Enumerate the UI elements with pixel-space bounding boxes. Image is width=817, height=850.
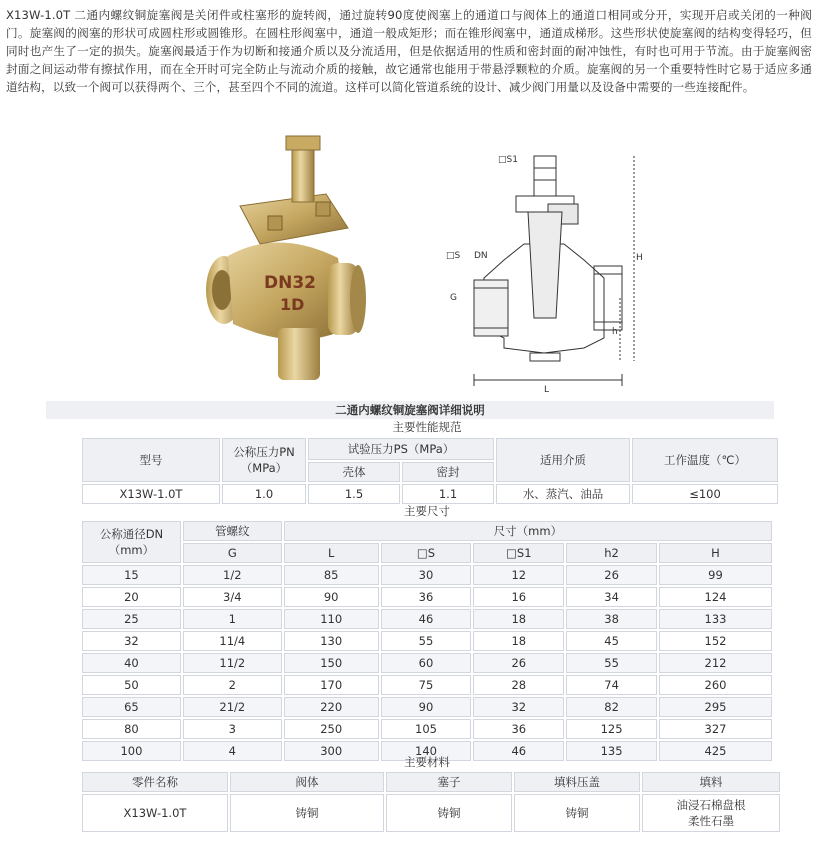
header-model: 型号 [82, 438, 220, 482]
cell-shell: 1.5 [308, 484, 400, 504]
cell-l: 150 [284, 653, 379, 673]
header-shell: 壳体 [308, 462, 400, 482]
cell-model: X13W-1.0T [82, 794, 228, 832]
cell-s: 105 [381, 719, 472, 739]
cell-dn: 40 [82, 653, 181, 673]
cell-H: 99 [659, 565, 772, 585]
section-title-materials: 主要材料 [404, 755, 450, 769]
packing-line-1: 油浸石棉盘根 [676, 798, 746, 812]
cell-g: 1/2 [183, 565, 282, 585]
cell-body: 铸铜 [230, 794, 384, 832]
performance-table [80, 436, 780, 506]
cell-l: 170 [284, 675, 379, 695]
cell-l: 250 [284, 719, 379, 739]
cell-H: 425 [659, 741, 772, 761]
cell-g: 21/2 [183, 697, 282, 717]
cell-s: 140 [381, 741, 472, 761]
cell-g: 11/4 [183, 631, 282, 651]
cell-s: 30 [381, 565, 472, 585]
cell-s1: 32 [473, 697, 564, 717]
drawing-label-h-small: h [612, 327, 618, 337]
cell-H: 295 [659, 697, 772, 717]
cell-temp: ≤100 [632, 484, 778, 504]
cell-s: 90 [381, 697, 472, 717]
cell-medium: 水、蒸汽、油品 [496, 484, 630, 504]
cell-s1: 28 [473, 675, 564, 695]
table-row [82, 697, 772, 717]
cell-H: 327 [659, 719, 772, 739]
materials-table [80, 770, 782, 834]
cell-pn: 1.0 [222, 484, 306, 504]
cell-l: 220 [284, 697, 379, 717]
cell-s1: 26 [473, 653, 564, 673]
header-temp: 工作温度（℃） [632, 438, 778, 482]
cell-h2: 34 [566, 587, 657, 607]
table-row [82, 653, 772, 673]
header-H: H [659, 543, 772, 563]
cell-h2: 135 [566, 741, 657, 761]
header-test-pressure: 试验压力PS（MPa） [308, 438, 494, 460]
header-g: G [183, 543, 282, 563]
cell-packing [642, 794, 780, 832]
header-packing: 填料 [642, 772, 780, 792]
section-title-dimensions: 主要尺寸 [404, 504, 450, 518]
drawing-label-h-big: H [636, 253, 643, 263]
cell-h2: 45 [566, 631, 657, 651]
cell-gland: 铸铜 [514, 794, 640, 832]
cell-seal: 1.1 [402, 484, 494, 504]
header-plug: 塞子 [386, 772, 512, 792]
header-seal: 密封 [402, 462, 494, 482]
cell-model: X13W-1.0T [82, 484, 220, 504]
doc-title: 二通内螺纹铜旋塞阀详细说明 [46, 401, 774, 419]
valve-section-drawing [444, 148, 644, 398]
header-part: 零件名称 [82, 772, 228, 792]
cell-g: 11/2 [183, 653, 282, 673]
table-row [82, 609, 772, 629]
cell-l: 300 [284, 741, 379, 761]
cell-g: 1 [183, 609, 282, 629]
cell-s1: 18 [473, 631, 564, 651]
cell-l: 130 [284, 631, 379, 651]
valve-photo [198, 128, 366, 390]
cell-s1: 18 [473, 609, 564, 629]
cell-l: 90 [284, 587, 379, 607]
cell-H: 152 [659, 631, 772, 651]
cell-g: 4 [183, 741, 282, 761]
drawing-label-s1: □S1 [498, 155, 518, 165]
table-row [82, 719, 772, 739]
cell-H: 124 [659, 587, 772, 607]
cell-s1: 46 [473, 741, 564, 761]
cell-dn: 100 [82, 741, 181, 761]
header-pipe-thread: 管螺纹 [183, 521, 282, 541]
header-h2: h2 [566, 543, 657, 563]
cell-H: 133 [659, 609, 772, 629]
cell-dn: 25 [82, 609, 181, 629]
cell-s: 36 [381, 587, 472, 607]
header-dn: 公称通径DN（mm） [82, 521, 181, 563]
cell-dn: 32 [82, 631, 181, 651]
header-pn: 公称压力PN（MPa） [222, 438, 306, 482]
table-row [82, 565, 772, 585]
header-s: □S [381, 543, 472, 563]
photo-mark-dn32: DN32 [264, 273, 316, 293]
cell-H: 212 [659, 653, 772, 673]
header-l: L [284, 543, 379, 563]
packing-line-2: 柔性石墨 [688, 814, 734, 828]
cell-g: 3 [183, 719, 282, 739]
cell-g: 2 [183, 675, 282, 695]
photo-mark-1d: 1D [280, 295, 305, 314]
cell-s1: 16 [473, 587, 564, 607]
cell-l: 110 [284, 609, 379, 629]
table-row [82, 675, 772, 695]
cell-s: 75 [381, 675, 472, 695]
cell-h2: 55 [566, 653, 657, 673]
cell-l: 85 [284, 565, 379, 585]
cell-s1: 36 [473, 719, 564, 739]
header-body: 阀体 [230, 772, 384, 792]
section-title-performance: 主要性能规范 [392, 420, 462, 434]
cell-dn: 80 [82, 719, 181, 739]
cell-h2: 125 [566, 719, 657, 739]
table-row [82, 587, 772, 607]
header-s1: □S1 [473, 543, 564, 563]
table-row [82, 631, 772, 651]
header-dimensions: 尺寸（mm） [284, 521, 772, 541]
cell-h2: 74 [566, 675, 657, 695]
cell-dn: 50 [82, 675, 181, 695]
cell-h2: 38 [566, 609, 657, 629]
drawing-label-s: □S [446, 251, 461, 261]
header-medium: 适用介质 [496, 438, 630, 482]
intro-paragraph: X13W-1.0T 二通内螺纹铜旋塞阀是关闭件或柱塞形的旋转阀，通过旋转90度使阀塞上的通道口与阀体上的通道口相同或分开，实现开启或关闭的一种阀门。旋塞阀的阀塞的形状可成圆柱形或圆锥形。在圆柱形阀塞中，通道一般成矩形；而在锥形阀塞中，通道成梯形。这些形状使旋塞阀的结构变得轻巧，但同时也产生了一定的损失。旋塞阀最适于作为切断和接通介质以及分流适用，但是依据适用的性质和密封面的耐冲蚀性，有时也可用于节流。由于旋塞阀密封面之间运动带有擦拭作用，而在全开时可完全防止与流动介质的接触，故它通常也能用于带悬浮颗粒的介质。旋塞阀的另一个重要特性时它易于适应多通道结构，以致一个阀可以获得两个、三个，甚至四个不同的流道。这样可以简化管道系统的设计、减少阀门用量以及设备中需要的一些连接配件。 [6, 8, 812, 94]
drawing-label-l: L [544, 385, 550, 395]
cell-s: 60 [381, 653, 472, 673]
cell-g: 3/4 [183, 587, 282, 607]
cell-s: 55 [381, 631, 472, 651]
cell-plug: 铸铜 [386, 794, 512, 832]
cell-s1: 12 [473, 565, 564, 585]
cell-h2: 82 [566, 697, 657, 717]
cell-H: 260 [659, 675, 772, 695]
cell-dn: 15 [82, 565, 181, 585]
cell-dn: 65 [82, 697, 181, 717]
drawing-label-g: G [450, 293, 457, 303]
cell-s: 46 [381, 609, 472, 629]
cell-dn: 20 [82, 587, 181, 607]
drawing-label-dn: DN [474, 251, 488, 261]
header-gland: 填料压盖 [514, 772, 640, 792]
dimensions-table [80, 519, 774, 763]
cell-h2: 26 [566, 565, 657, 585]
